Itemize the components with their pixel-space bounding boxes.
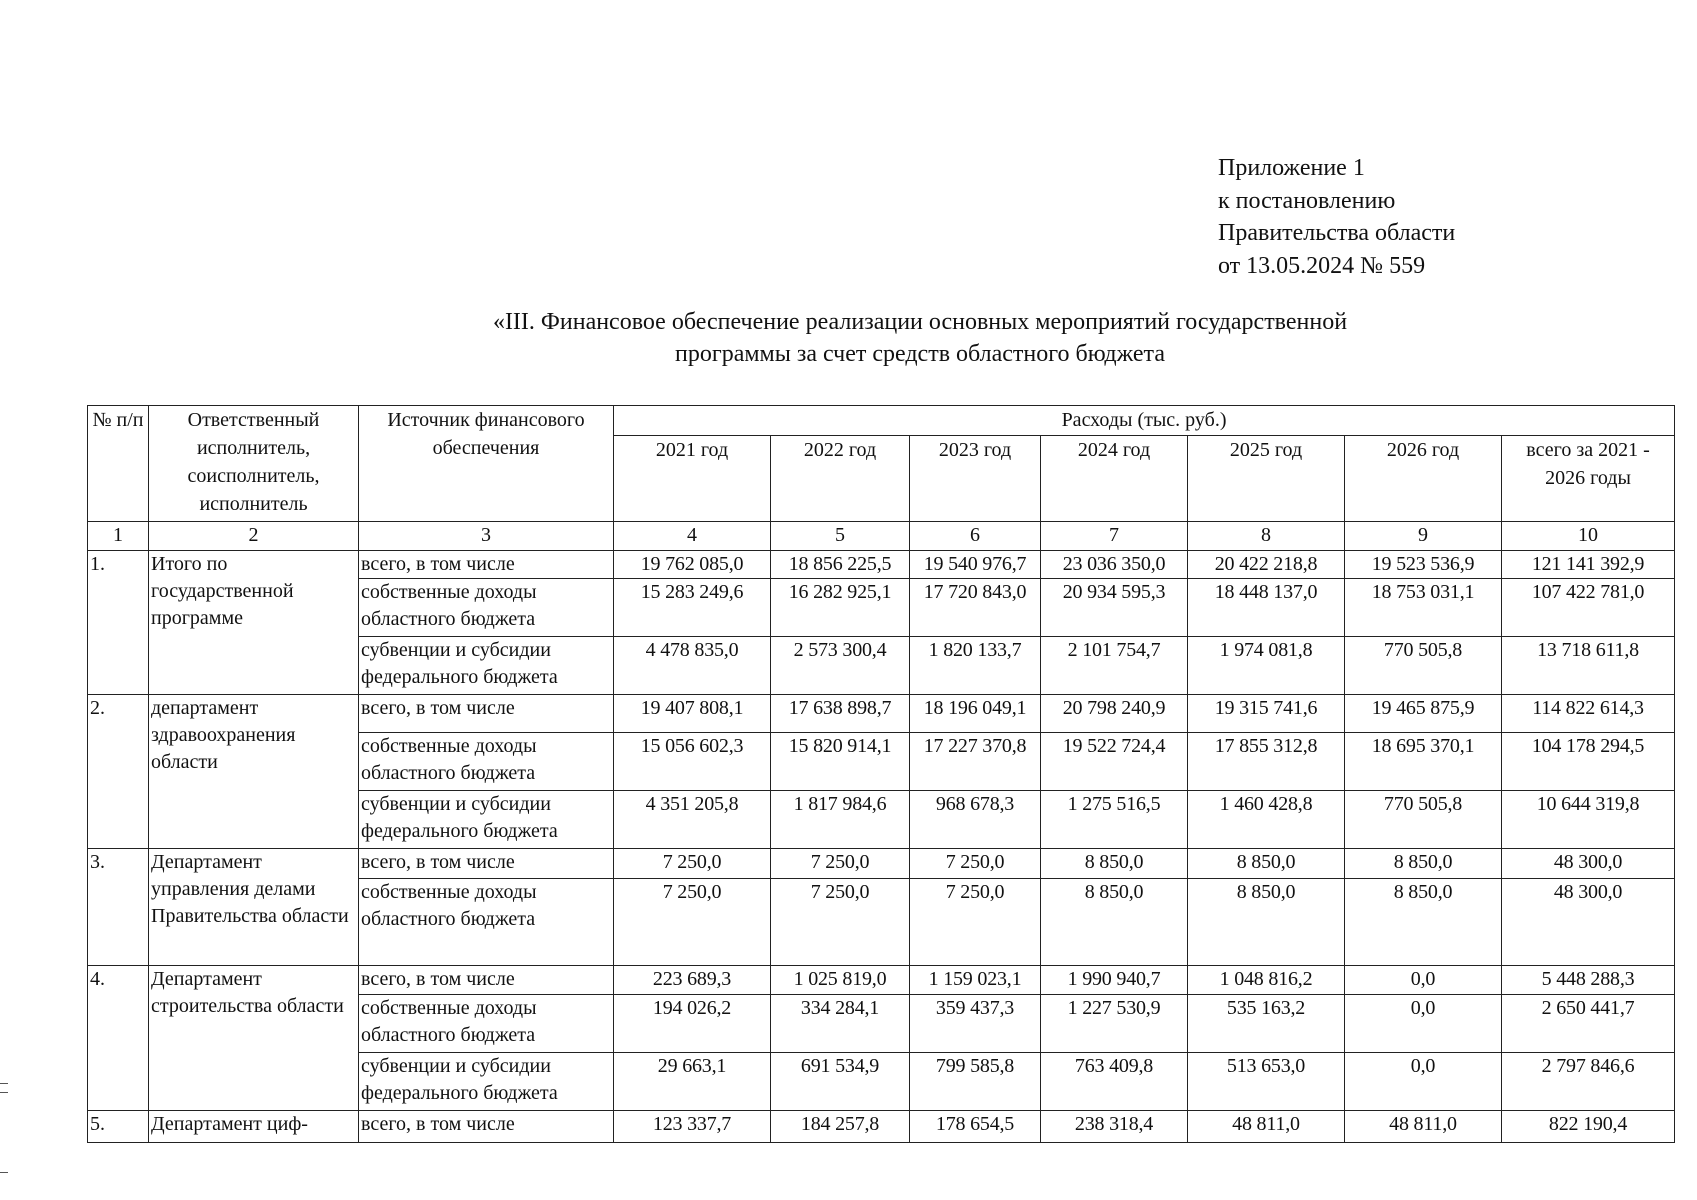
value-cell: 19 522 724,4	[1041, 733, 1188, 791]
value-cell: 7 250,0	[771, 849, 910, 879]
value-cell: 7 250,0	[614, 849, 771, 879]
value-cell: 513 653,0	[1188, 1053, 1345, 1111]
margin-mark	[0, 1092, 8, 1093]
value-cell: 15 056 602,3	[614, 733, 771, 791]
source-cell: собственные доходы областного бюджета	[359, 878, 614, 965]
value-cell: 2 101 754,7	[1041, 637, 1188, 695]
value-cell: 799 585,8	[910, 1053, 1041, 1111]
appendix-line-2: к постановлению	[1218, 187, 1396, 214]
margin-mark	[0, 1172, 8, 1173]
value-cell: 7 250,0	[910, 849, 1041, 879]
source-cell: всего, в том числе	[359, 849, 614, 879]
row-number: 1.	[88, 550, 149, 695]
value-cell: 8 850,0	[1041, 849, 1188, 879]
header-total: всего за 2021 - 2026 годы	[1502, 435, 1675, 522]
col-number: 2	[149, 522, 359, 551]
value-cell: 48 811,0	[1188, 1111, 1345, 1143]
executor-cell: Департамент строительства области	[149, 965, 359, 1111]
executor-cell: Департамент управления делами Правительства области	[149, 849, 359, 965]
executor-cell: департамент здравоохранения области	[149, 695, 359, 849]
header-row-1	[88, 406, 1675, 436]
header-num: № п/п	[88, 406, 149, 522]
value-cell: 19 407 808,1	[614, 695, 771, 733]
title-line-2: программы за счет средств областного бюджета	[675, 341, 1165, 367]
value-cell: 4 351 205,8	[614, 791, 771, 849]
value-cell: 19 523 536,9	[1345, 550, 1502, 579]
document-title	[170, 306, 1670, 370]
column-number-row	[88, 522, 1675, 551]
value-cell: 334 284,1	[771, 995, 910, 1053]
col-number: 1	[88, 522, 149, 551]
value-cell: 7 250,0	[771, 878, 910, 965]
col-number: 7	[1041, 522, 1188, 551]
header-expenses: Расходы (тыс. руб.)	[614, 406, 1675, 436]
source-cell: собственные доходы областного бюджета	[359, 733, 614, 791]
col-number: 10	[1502, 522, 1675, 551]
value-cell: 1 990 940,7	[1041, 965, 1188, 995]
value-cell: 20 934 595,3	[1041, 579, 1188, 637]
value-cell: 19 540 976,7	[910, 550, 1041, 579]
value-cell: 19 762 085,0	[614, 550, 771, 579]
source-cell: собственные доходы областного бюджета	[359, 995, 614, 1053]
value-cell: 18 196 049,1	[910, 695, 1041, 733]
source-cell: субвенции и субсидии федерального бюджета	[359, 791, 614, 849]
value-cell: 17 638 898,7	[771, 695, 910, 733]
value-cell: 0,0	[1345, 1053, 1502, 1111]
value-cell: 18 856 225,5	[771, 550, 910, 579]
value-cell: 7 250,0	[614, 878, 771, 965]
row-number: 4.	[88, 965, 149, 1111]
value-cell: 535 163,2	[1188, 995, 1345, 1053]
value-cell: 10 644 319,8	[1502, 791, 1675, 849]
value-cell: 2 650 441,7	[1502, 995, 1675, 1053]
header-year-2023: 2023 год	[910, 435, 1041, 522]
value-cell: 359 437,3	[910, 995, 1041, 1053]
value-cell: 0,0	[1345, 965, 1502, 995]
value-cell: 18 448 137,0	[1188, 579, 1345, 637]
value-cell: 48 811,0	[1345, 1111, 1502, 1143]
source-cell: субвенции и субсидии федерального бюджета	[359, 637, 614, 695]
value-cell: 2 573 300,4	[771, 637, 910, 695]
value-cell: 123 337,7	[614, 1111, 771, 1143]
value-cell: 29 663,1	[614, 1053, 771, 1111]
appendix-line-4: от 13.05.2024 № 559	[1218, 252, 1426, 279]
value-cell: 8 850,0	[1041, 878, 1188, 965]
value-cell: 770 505,8	[1345, 791, 1502, 849]
value-cell: 5 448 288,3	[1502, 965, 1675, 995]
value-cell: 223 689,3	[614, 965, 771, 995]
value-cell: 17 720 843,0	[910, 579, 1041, 637]
value-cell: 18 753 031,1	[1345, 579, 1502, 637]
executor-cell: Департамент циф-	[149, 1111, 359, 1143]
executor-cell: Итого по государственной программе	[149, 550, 359, 695]
value-cell: 48 300,0	[1502, 878, 1675, 965]
header-year-2025: 2025 год	[1188, 435, 1345, 522]
value-cell: 178 654,5	[910, 1111, 1041, 1143]
col-number: 8	[1188, 522, 1345, 551]
source-cell: собственные доходы областного бюджета	[359, 579, 614, 637]
value-cell: 2 797 846,6	[1502, 1053, 1675, 1111]
value-cell: 1 159 023,1	[910, 965, 1041, 995]
value-cell: 121 141 392,9	[1502, 550, 1675, 579]
value-cell: 20 422 218,8	[1188, 550, 1345, 579]
header-year-2026: 2026 год	[1345, 435, 1502, 522]
value-cell: 17 227 370,8	[910, 733, 1041, 791]
value-cell: 763 409,8	[1041, 1053, 1188, 1111]
value-cell: 13 718 611,8	[1502, 637, 1675, 695]
appendix-line-1: Приложение 1	[1218, 155, 1365, 181]
value-cell: 23 036 350,0	[1041, 550, 1188, 579]
source-cell: всего, в том числе	[359, 550, 614, 579]
value-cell: 20 798 240,9	[1041, 695, 1188, 733]
value-cell: 1 817 984,6	[771, 791, 910, 849]
value-cell: 194 026,2	[614, 995, 771, 1053]
value-cell: 1 820 133,7	[910, 637, 1041, 695]
value-cell: 1 048 816,2	[1188, 965, 1345, 995]
value-cell: 15 820 914,1	[771, 733, 910, 791]
col-number: 3	[359, 522, 614, 551]
row-number: 2.	[88, 695, 149, 849]
value-cell: 18 695 370,1	[1345, 733, 1502, 791]
appendix-block	[1218, 152, 1455, 282]
row-number: 5.	[88, 1111, 149, 1143]
value-cell: 104 178 294,5	[1502, 733, 1675, 791]
value-cell: 691 534,9	[771, 1053, 910, 1111]
financing-table	[87, 405, 1675, 1143]
margin-mark	[0, 1083, 8, 1084]
table-row	[88, 1111, 1675, 1143]
value-cell: 8 850,0	[1188, 878, 1345, 965]
value-cell: 238 318,4	[1041, 1111, 1188, 1143]
value-cell: 48 300,0	[1502, 849, 1675, 879]
value-cell: 1 025 819,0	[771, 965, 910, 995]
table-row	[88, 965, 1675, 995]
value-cell: 770 505,8	[1345, 637, 1502, 695]
header-year-2022: 2022 год	[771, 435, 910, 522]
value-cell: 1 275 516,5	[1041, 791, 1188, 849]
title-line-1: «III. Финансовое обеспечение реализации основных мероприятий государственной	[492, 309, 1348, 335]
value-cell: 1 227 530,9	[1041, 995, 1188, 1053]
table-row	[88, 550, 1675, 579]
value-cell: 1 974 081,8	[1188, 637, 1345, 695]
header-executor: Ответственный исполнитель, соисполнитель, исполнитель	[149, 406, 359, 522]
header-year-2021: 2021 год	[614, 435, 771, 522]
source-cell: всего, в том числе	[359, 695, 614, 733]
value-cell: 8 850,0	[1188, 849, 1345, 879]
source-cell: всего, в том числе	[359, 1111, 614, 1143]
source-cell: всего, в том числе	[359, 965, 614, 995]
value-cell: 7 250,0	[910, 878, 1041, 965]
value-cell: 822 190,4	[1502, 1111, 1675, 1143]
appendix-line-3: Правительства области	[1218, 220, 1456, 246]
value-cell: 8 850,0	[1345, 849, 1502, 879]
col-number: 6	[910, 522, 1041, 551]
source-cell: субвенции и субсидии федерального бюджета	[359, 1053, 614, 1111]
value-cell: 8 850,0	[1345, 878, 1502, 965]
value-cell: 19 315 741,6	[1188, 695, 1345, 733]
value-cell: 4 478 835,0	[614, 637, 771, 695]
value-cell: 968 678,3	[910, 791, 1041, 849]
value-cell: 0,0	[1345, 995, 1502, 1053]
value-cell: 16 282 925,1	[771, 579, 910, 637]
value-cell: 114 822 614,3	[1502, 695, 1675, 733]
table-row	[88, 849, 1675, 879]
col-number: 5	[771, 522, 910, 551]
col-number: 9	[1345, 522, 1502, 551]
table-row	[88, 695, 1675, 733]
value-cell: 17 855 312,8	[1188, 733, 1345, 791]
header-source: Источник финансового обеспечения	[359, 406, 614, 522]
value-cell: 15 283 249,6	[614, 579, 771, 637]
col-number: 4	[614, 522, 771, 551]
header-year-2024: 2024 год	[1041, 435, 1188, 522]
row-number: 3.	[88, 849, 149, 965]
value-cell: 107 422 781,0	[1502, 579, 1675, 637]
value-cell: 1 460 428,8	[1188, 791, 1345, 849]
value-cell: 19 465 875,9	[1345, 695, 1502, 733]
value-cell: 184 257,8	[771, 1111, 910, 1143]
